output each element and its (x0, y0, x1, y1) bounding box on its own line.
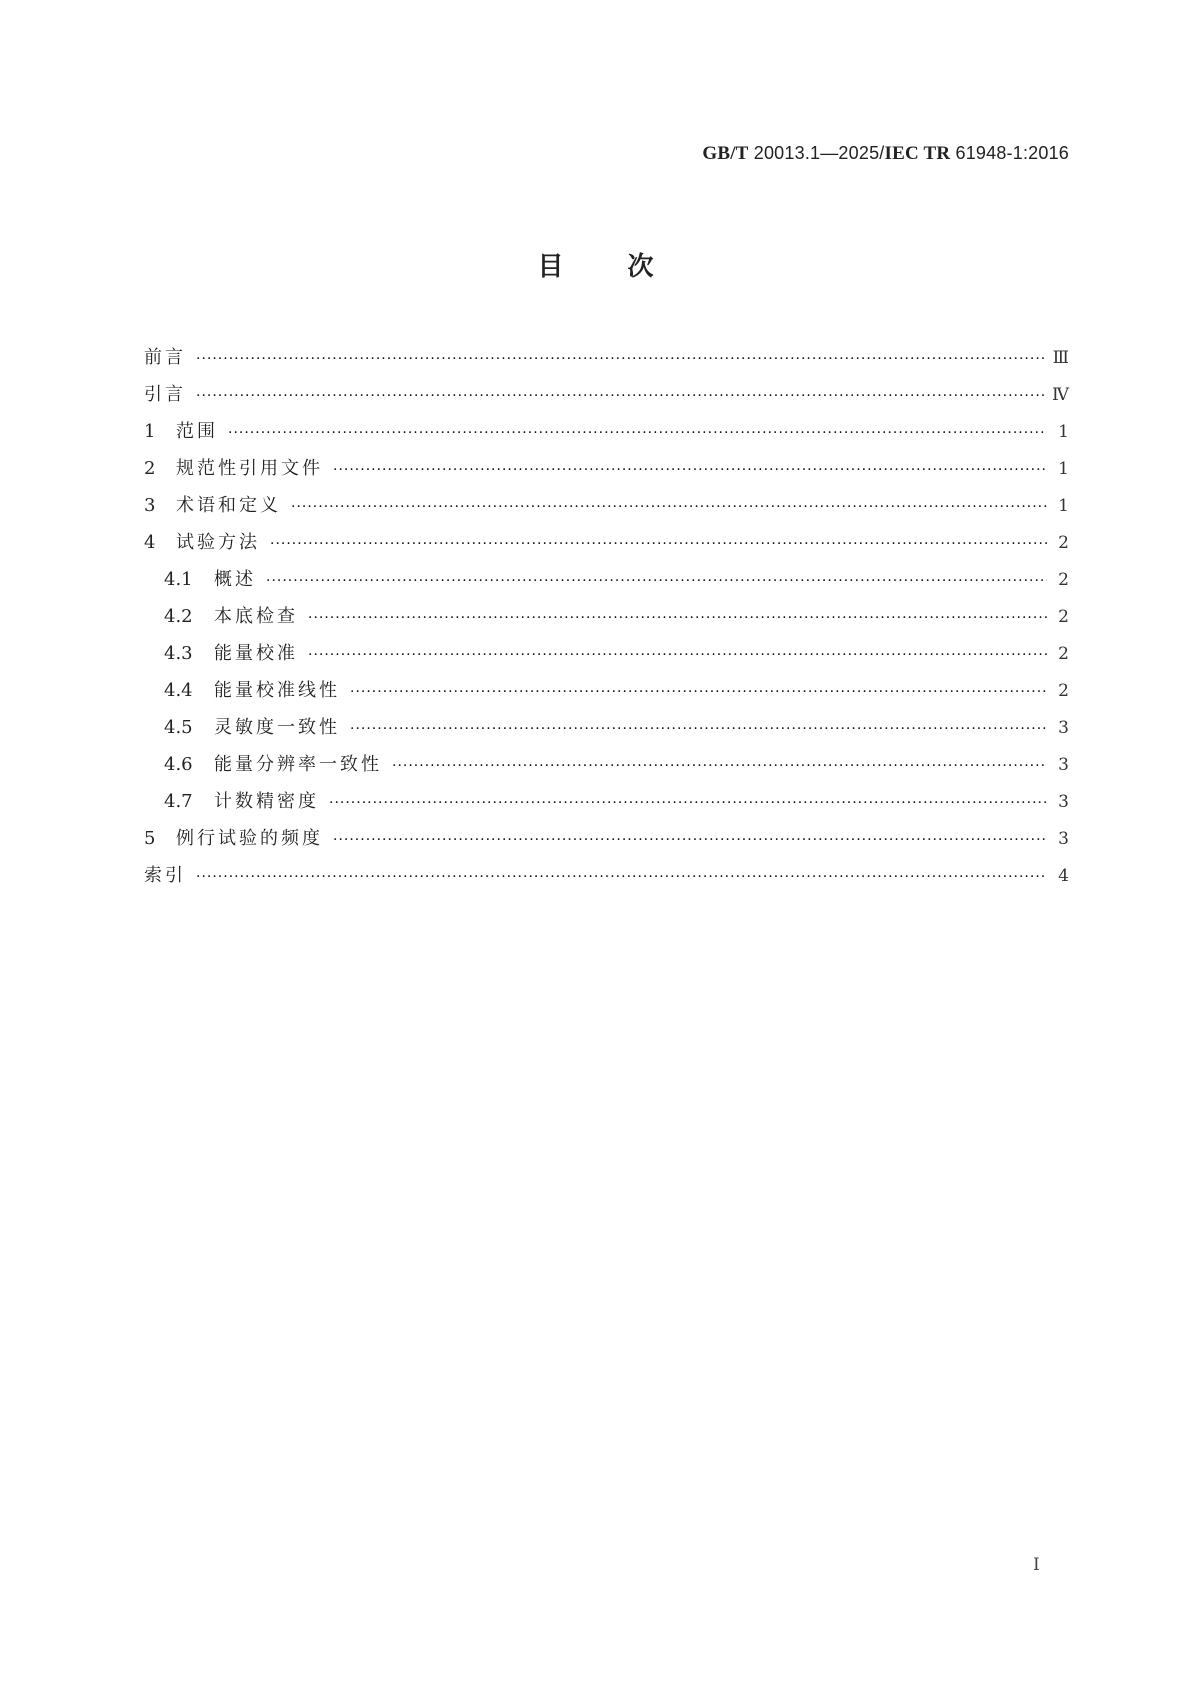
toc-entry[interactable] (144, 454, 1069, 491)
toc-leader-dots (196, 351, 1045, 367)
toc-leader-dots (196, 869, 1047, 885)
toc-entry-title: 能量校准线性 (214, 680, 340, 701)
toc-entry[interactable] (144, 861, 1069, 898)
toc-entry[interactable] (144, 565, 1069, 602)
standard-number: 20013.1—2025/ (753, 143, 885, 163)
toc-leader-dots (333, 832, 1047, 848)
toc-entry[interactable] (144, 417, 1069, 454)
toc-entry[interactable] (144, 713, 1069, 750)
toc-entry-page: 2 (1058, 681, 1069, 701)
toc-entry-title: 范围 (176, 421, 218, 442)
toc-entry-title: 能量校准 (214, 643, 298, 664)
toc-entry[interactable] (144, 602, 1069, 639)
toc-entry[interactable] (144, 343, 1069, 380)
toc-entry-number: 4.5 (164, 717, 193, 738)
toc-entry-number: 3 (144, 495, 156, 516)
toc-entry[interactable] (144, 787, 1069, 824)
toc-entry-number: 5 (144, 828, 156, 849)
toc-entry-page: 3 (1058, 792, 1069, 812)
toc-entry-title: 例行试验的频度 (176, 828, 323, 849)
toc-leader-dots (308, 610, 1047, 626)
toc-leader-dots (308, 647, 1047, 663)
toc-entry-title: 前言 (144, 347, 186, 368)
toc-entry[interactable] (144, 491, 1069, 528)
toc-entry-page: Ⅳ (1052, 385, 1069, 405)
toc-entry-page: 2 (1058, 570, 1069, 590)
toc-leader-dots (329, 795, 1047, 811)
toc-entry-number: 4.1 (164, 569, 193, 590)
toc-entry-title: 本底检查 (214, 606, 298, 627)
page-title (0, 246, 1191, 283)
toc-entry-title: 计数精密度 (214, 791, 319, 812)
page-number: I (1033, 1555, 1040, 1575)
toc-entry-page: 1 (1058, 422, 1069, 442)
toc-entry-number: 4.4 (164, 680, 193, 701)
toc-entry-page: 4 (1058, 866, 1069, 886)
toc-entry-number: 2 (144, 458, 156, 479)
toc-leader-dots (228, 425, 1047, 441)
toc-entry[interactable] (144, 380, 1069, 417)
toc-entry[interactable] (144, 824, 1069, 861)
toc-entry-number: 4.3 (164, 643, 193, 664)
iec-code: IEC TR (884, 143, 951, 164)
document-header (702, 143, 1069, 165)
toc-leader-dots (350, 684, 1047, 700)
toc-entry-page: Ⅲ (1052, 348, 1069, 368)
toc-entry[interactable] (144, 676, 1069, 713)
standard-code: GB/T (702, 143, 749, 164)
toc-leader-dots (270, 536, 1047, 552)
toc-leader-dots (392, 758, 1047, 774)
toc-leader-dots (196, 388, 1044, 404)
toc-entry-number: 4.2 (164, 606, 193, 627)
toc-entry-page: 3 (1058, 829, 1069, 849)
toc-entry[interactable] (144, 528, 1069, 565)
toc-entry-page: 1 (1058, 459, 1069, 479)
iec-number: 61948-1:2016 (955, 143, 1069, 163)
toc-entry[interactable] (144, 639, 1069, 676)
toc-entry[interactable] (144, 750, 1069, 787)
toc-leader-dots (291, 499, 1047, 515)
toc-entry-number: 4 (144, 532, 156, 553)
toc-entry-number: 4.7 (164, 791, 193, 812)
toc-entry-title: 试验方法 (176, 532, 260, 553)
toc-entry-page: 1 (1058, 496, 1069, 516)
toc-entry-title: 引言 (144, 384, 186, 405)
toc-leader-dots (350, 721, 1047, 737)
toc-entry-page: 3 (1058, 755, 1069, 775)
toc-entry-page: 2 (1058, 644, 1069, 664)
toc-leader-dots (333, 462, 1047, 478)
toc-entry-title: 规范性引用文件 (176, 458, 323, 479)
toc-entry-number: 1 (144, 421, 156, 442)
toc-entry-title: 索引 (144, 865, 186, 886)
toc-entry-page: 2 (1058, 607, 1069, 627)
toc-entry-page: 3 (1058, 718, 1069, 738)
toc-entry-title: 灵敏度一致性 (214, 717, 340, 738)
title-char: 目 (537, 252, 564, 282)
toc-entry-title: 术语和定义 (176, 495, 281, 516)
toc-entry-title: 能量分辨率一致性 (214, 754, 382, 775)
toc-entry-number: 4.6 (164, 754, 193, 775)
toc-entry-page: 2 (1058, 533, 1069, 553)
title-char: 次 (627, 252, 654, 282)
toc-leader-dots (266, 573, 1047, 589)
toc-entry-title: 概述 (214, 569, 256, 590)
table-of-contents (144, 343, 1069, 898)
